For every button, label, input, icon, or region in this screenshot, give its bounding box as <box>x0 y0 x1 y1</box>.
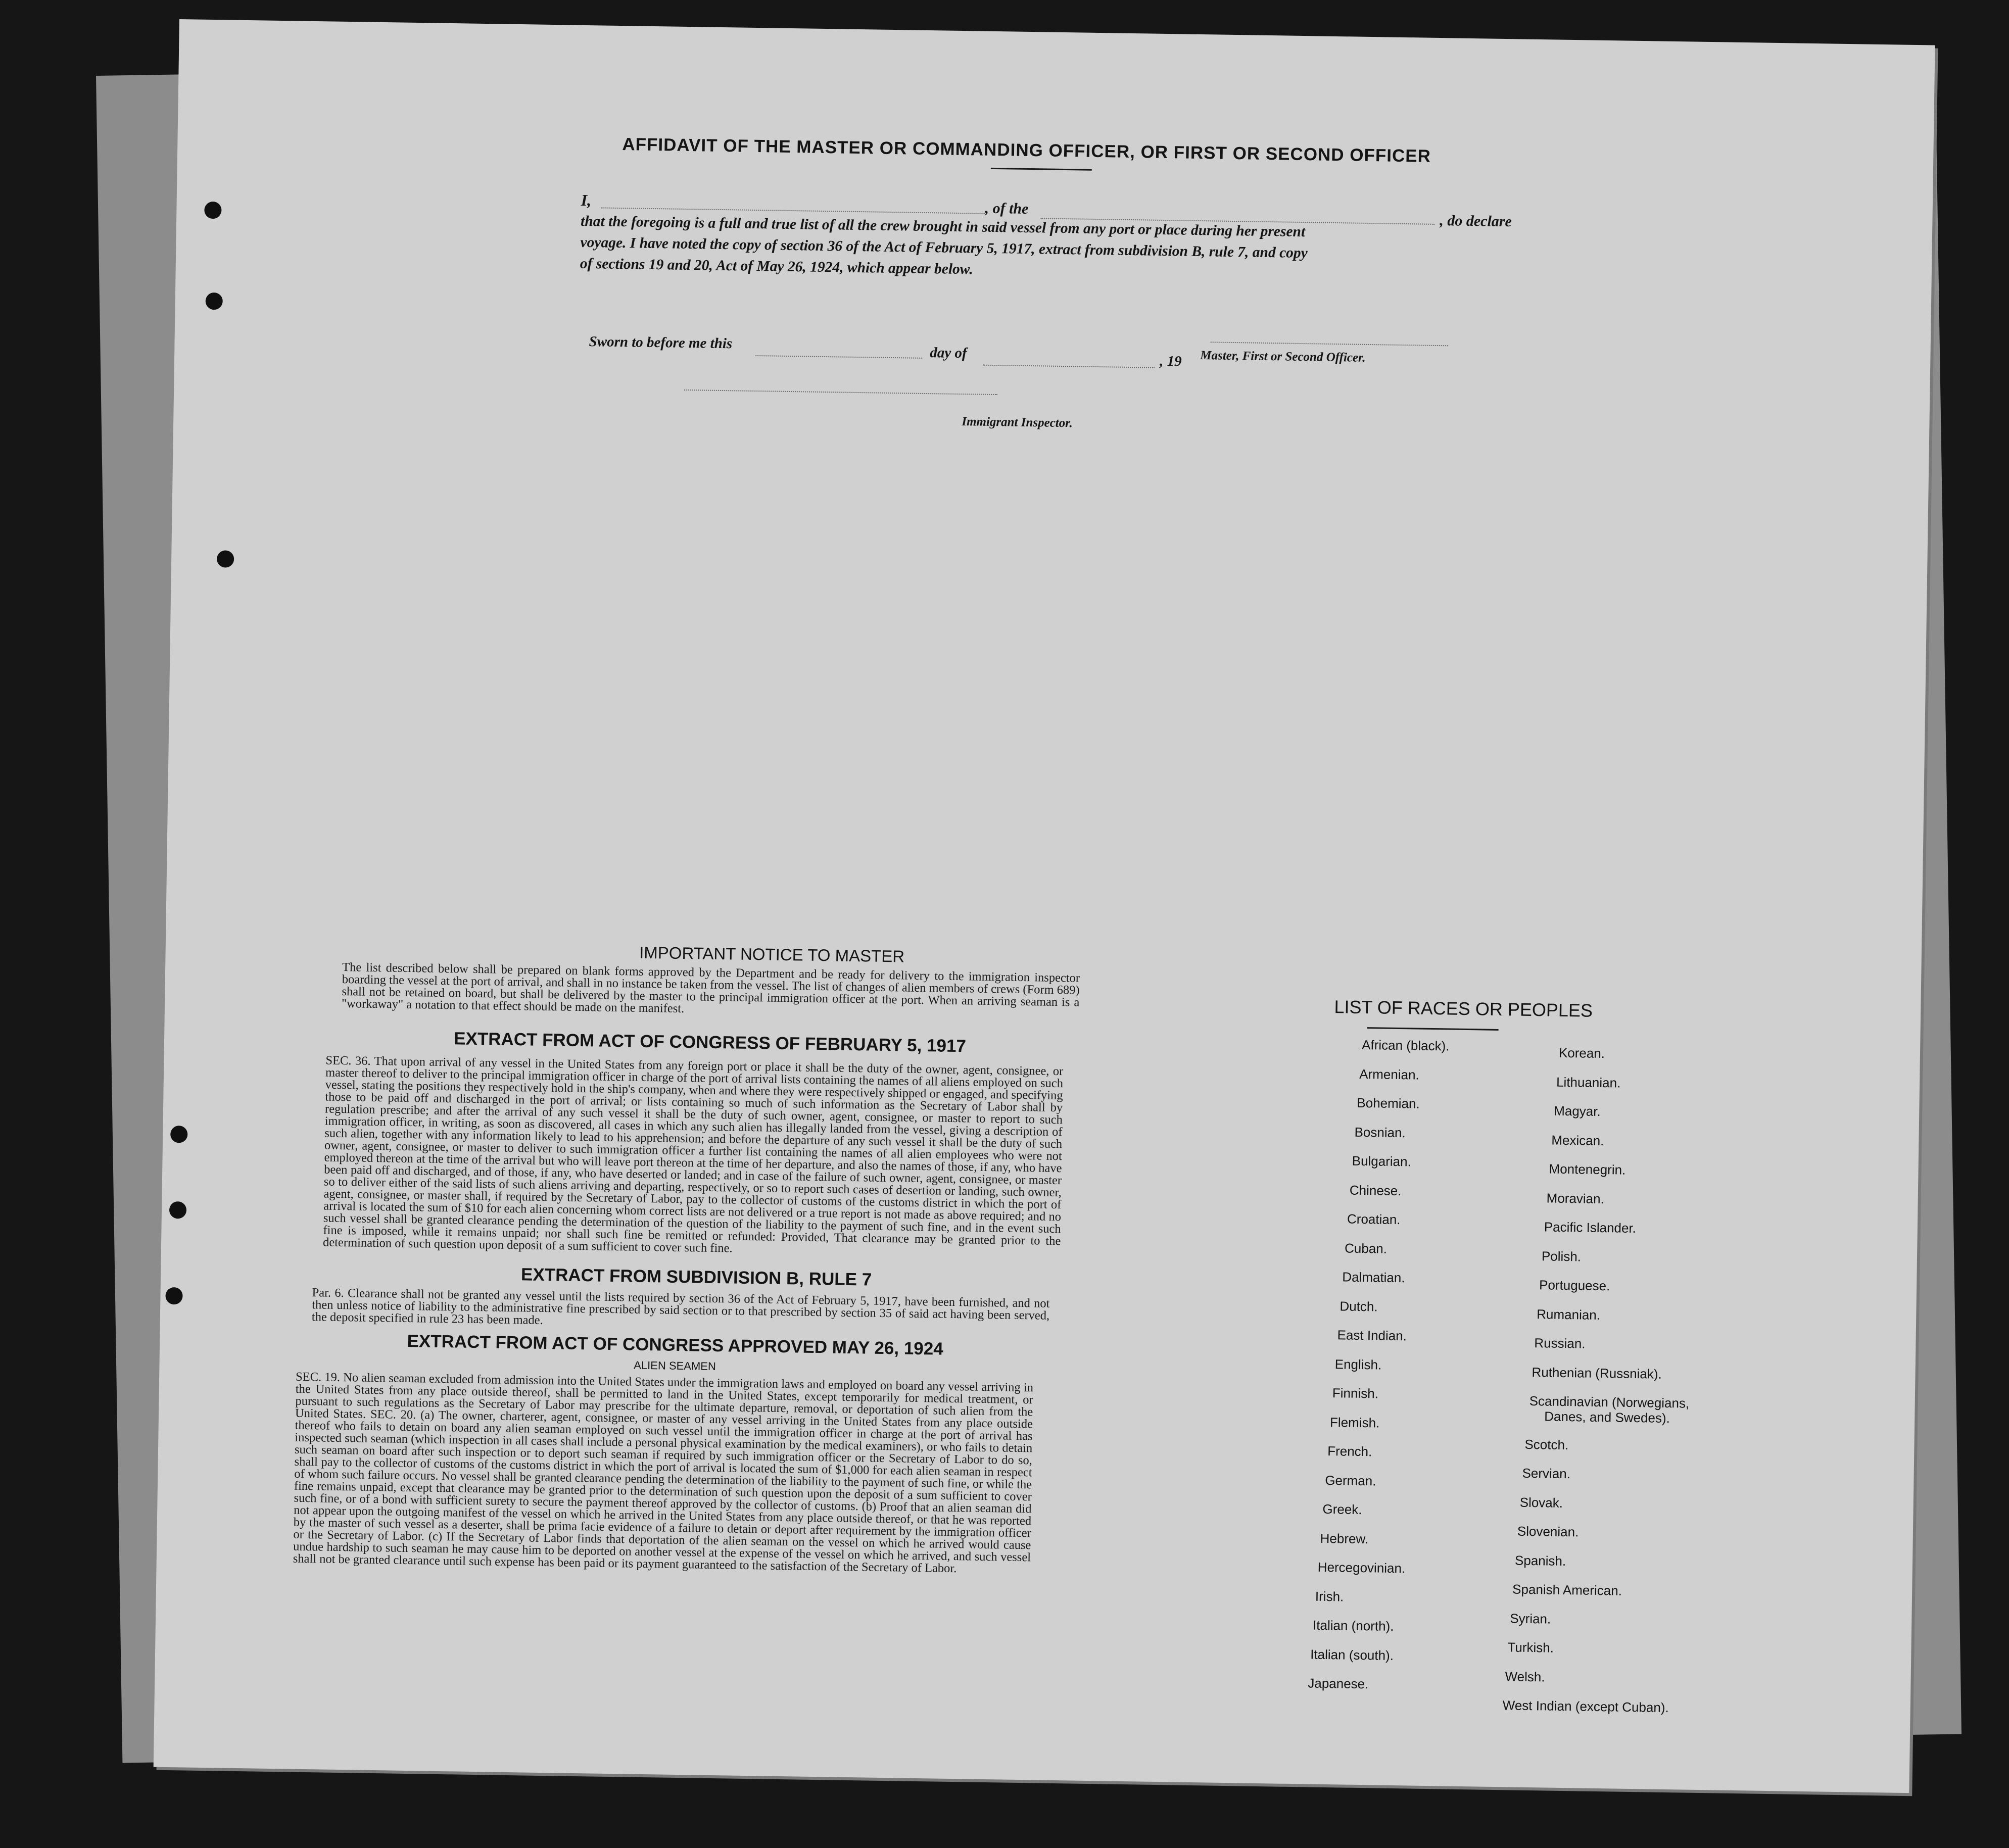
extract-1917-text: SEC. 36. That upon arrival of any vessel in the United States from any foreign port or place it shall be the duty of the owner, agent, consignee, or master thereof to deliver to the principal immigration officer in charge of the port of arrival lists containing the names of all aliens employed on such vessel, stating the positions they respectively hold in the ship's company, when and where they were respectively shipped or engaged, and specifying those to be paid off and discharged in the port of arrival; or lists containing so much of such information as the Secretary of Labor shall by regulation prescribe; and after the arrival of any such vessel it shall be the duty of such owner, agent, consignee, or master to report to such immigration officer, in writing, as soon as discovered, all cases in which any such alien has illegally landed from the vessel, giving a description of such alien, together with any information likely to lead to his apprehension; and before the departure of any such vessel it shall be the duty of such owner, agent, consignee, or master to deliver to such immigration officer a further list containing the names of all alien employees who were not employed thereon at the time of the arrival but who will leave port thereon at the time of her departure, and also the names of those, if any, who have been paid off and discharged, and of those, if any, who have deserted or landed; and in case of the failure of such owner, agent, consignee, or master so to deliver either of the said lists of such aliens arriving and departing, respectively, or so to report such cases of desertion or landing, such owner, agent, consignee, or master shall, if required by the Secretary of Labor, pay to the collector of customs of the customs district in which the port of arrival is located the sum of $10 for each alien concerning whom correct lists are not delivered or a true report is not made as above required; and no such vessel shall be granted clearance pending the determination of the question of the liability to the payment of such fine, and in the event such fine is imposed, while it remains unpaid; nor shall such fine be remitted or refunded: Provided, That clearance may be granted prior to the determination of such question upon deposit of a sum sufficient to cover such fine. <box>322 1053 1064 1255</box>
month-blank <box>983 365 1155 368</box>
race-right-item: Pacific Islander. <box>1544 1219 1637 1236</box>
race-left-item: Bohemian. <box>1357 1095 1420 1111</box>
punch-hole <box>170 1126 188 1143</box>
notice-text: The list described below shall be prepared on blank forms approved by the Department and be ready for delivery to the immigration inspector boarding the vessel at the port of arrival, and shall in no instance be taken from the vessel. The list of changes of alien members of crews (Form 689) shall not be retained on board, but shall be delivered by the master to the principal immigration officer at the port. When an arriving seaman is a "workaway" a notation to that effect should be made on the manifest. <box>341 960 1080 1016</box>
races-rule <box>1367 1027 1499 1031</box>
race-left-item: Italian (north). <box>1312 1617 1394 1634</box>
races-left-column <box>179 19 1935 45</box>
race-left-item: German. <box>1325 1472 1376 1488</box>
races-title: LIST OF RACES OR PEOPLES <box>1334 996 1593 1021</box>
race-right-item: Polish. <box>1541 1248 1582 1264</box>
affidavit-line3: voyage. I have noted the copy of section 36 of the Act of February 5, 1917, extract from subdivision B, rule 7, and copy <box>580 234 1308 262</box>
name-blank <box>601 207 985 214</box>
title-rule <box>991 168 1092 171</box>
race-right-item: Turkish. <box>1507 1639 1554 1656</box>
master-signature-caption: Master, First or Second Officer. <box>1200 349 1366 365</box>
rule-7-text: Par. 6. Clearance shall not be granted any vessel until the lists required by section 36 of the Act of February 5, 1917, have been furnished, and not then unless notice of liability to the administrative fine prescribed by said section or to that prescribed by section 35 of said act having been served, the deposit specified in rule 23 has been made. <box>311 1286 1050 1327</box>
sworn-blank <box>755 355 922 359</box>
rule-7-title: EXTRACT FROM SUBDIVISION B, RULE 7 <box>520 1265 872 1290</box>
extract-1924-subtitle: ALIEN SEAMEN <box>634 1358 716 1373</box>
master-sign-line <box>1211 342 1448 346</box>
affidavit-line2: that the foregoing is a full and true list of all the crew brought in said vessel from any port or place during her present <box>580 213 1306 240</box>
race-left-item: Cuban. <box>1344 1240 1388 1256</box>
punch-hole <box>169 1201 187 1219</box>
race-right-item: Rumanian. <box>1537 1306 1601 1323</box>
race-right-item: Slovak. <box>1519 1494 1563 1511</box>
race-left-item: Greek. <box>1322 1501 1362 1518</box>
of-the-label: , of the <box>985 200 1029 217</box>
race-left-item: East Indian. <box>1337 1327 1407 1344</box>
race-right-item: Scotch. <box>1524 1436 1569 1452</box>
race-right-item: Danes, and Swedes). <box>1544 1408 1670 1426</box>
race-left-item: French. <box>1327 1443 1372 1460</box>
races-right-column <box>179 19 1935 45</box>
race-left-item: English. <box>1334 1356 1382 1373</box>
race-right-item: Montenegrin. <box>1549 1161 1626 1178</box>
inspector-signature-caption: Immigrant Inspector. <box>962 415 1073 430</box>
punch-hole <box>165 1287 183 1305</box>
race-left-item: Italian (south). <box>1310 1646 1394 1663</box>
race-left-item: Croatian. <box>1347 1211 1401 1228</box>
do-declare-label: , do declare <box>1440 212 1512 230</box>
race-right-item: Syrian. <box>1510 1610 1551 1627</box>
race-left-item: Dalmatian. <box>1342 1269 1405 1286</box>
race-left-item: African (black). <box>1361 1037 1450 1054</box>
extract-1917-title: EXTRACT FROM ACT OF CONGRESS OF FEBRUARY 5, 1917 <box>453 1029 967 1056</box>
extract-1924-text: SEC. 19. No alien seaman excluded from admission into the United States under the immigration laws and employed on board any vessel arriving in the United States from any place outside thereof, shall be permitted to land in the United States, except temporarily for medical treatment, or pursuant to such regulations as the Secretary of Labor may prescribe for the ultimate departure, removal, or deportation of such alien from the United States. SEC. 20. (a) The owner, charterer, agent, consignee, or master of any vessel arriving in the United States from any place outside thereof who fails to detain on board any alien seaman employed on such vessel until the immigration officer in charge at the port of arrival has inspected such seaman (which inspection in all cases shall include a personal physical examination by the medical examiners), or who fails to detain such seaman on board after such inspection or to deport such seaman if required by such immigration officer or the Secretary of Labor to do so, shall pay to the collector of customs of the customs district in which the port of arrival is located the sum of $1,000 for each alien seaman in respect of whom such failure occurs. No vessel shall be granted clearance pending the determination of the liability to the payment of such fine, or while the fine remains unpaid, except that clearance may be granted prior to the determination of such question upon the deposit of a sum sufficient to cover such fine, or of a bond with sufficient surety to secure the payment thereof approved by the collector of customs. (b) Proof that an alien seaman did not appear upon the outgoing manifest of the vessel on which he arrived in the United States from any place outside thereof, or that he was reported by the master of such vessel as a deserter, shall be prima facie evidence of a failure to detain or deport after requirement by the immigration officer or the Secretary of Labor. (c) If the Secretary of Labor finds that deportation of the alien seaman on the vessel on which he arrived would cause undue hardship to such seaman he may cause him to be deported on another vessel at the expense of the vessel on which he arrived, and such vessel shall not be granted clearance until such expense has been paid or its payment guaranteed to the satisfaction of the Secretary of Labor. <box>293 1370 1034 1576</box>
race-left-item: Hebrew. <box>1320 1530 1369 1546</box>
race-left-item: Hercegovinian. <box>1317 1559 1406 1576</box>
race-right-item: Mexican. <box>1551 1132 1604 1148</box>
race-left-item: Flemish. <box>1329 1414 1380 1431</box>
race-left-item: Japanese. <box>1308 1675 1369 1692</box>
affidavit-line1: I, <box>581 190 592 210</box>
race-left-item: Bosnian. <box>1354 1124 1406 1140</box>
race-left-item: Armenian. <box>1359 1066 1420 1083</box>
race-right-item: Servian. <box>1522 1465 1571 1482</box>
affidavit-line4: of sections 19 and 20, Act of May 26, 1924, which appear below. <box>580 255 973 278</box>
race-right-item: Magyar. <box>1554 1103 1601 1119</box>
race-right-item: Lithuanian. <box>1556 1074 1621 1091</box>
race-right-item: Spanish. <box>1514 1552 1566 1569</box>
punch-hole <box>205 293 223 310</box>
race-right-item: Russian. <box>1534 1335 1586 1351</box>
punch-hole <box>204 202 222 219</box>
punch-hole <box>217 550 234 568</box>
sworn-label: Sworn to before me this <box>589 333 733 352</box>
extract-1924-title: EXTRACT FROM ACT OF CONGRESS APPROVED MAY 26, 1924 <box>407 1331 944 1359</box>
race-left-item: Dutch. <box>1340 1298 1378 1314</box>
affidavit-page <box>154 19 1935 1793</box>
race-right-item: Scandinavian (Norwegians, <box>1529 1393 1690 1411</box>
race-right-item: Moravian. <box>1546 1190 1605 1206</box>
notice-title: IMPORTANT NOTICE TO MASTER <box>639 943 905 966</box>
race-left-item: Finnish. <box>1332 1385 1379 1401</box>
inspector-sign-line <box>684 390 997 395</box>
race-right-item: Portuguese. <box>1539 1277 1610 1294</box>
year-label: , 19 <box>1159 353 1182 370</box>
race-right-item: Slovenian. <box>1517 1523 1579 1540</box>
race-right-item: Korean. <box>1558 1045 1605 1061</box>
race-right-item: West Indian (except Cuban). <box>1502 1697 1669 1716</box>
race-right-item: Welsh. <box>1505 1668 1545 1684</box>
race-left-item: Irish. <box>1315 1588 1344 1604</box>
day-of-label: day of <box>930 345 967 362</box>
race-left-item: Bulgarian. <box>1352 1153 1412 1170</box>
affidavit-title: AFFIDAVIT OF THE MASTER OR COMMANDING OFFICER, OR FIRST OR SECOND OFFICER <box>622 134 1431 166</box>
race-right-item: Ruthenian (Russniak). <box>1532 1364 1662 1382</box>
race-right-item: Spanish American. <box>1512 1581 1622 1598</box>
race-left-item: Chinese. <box>1349 1182 1402 1198</box>
